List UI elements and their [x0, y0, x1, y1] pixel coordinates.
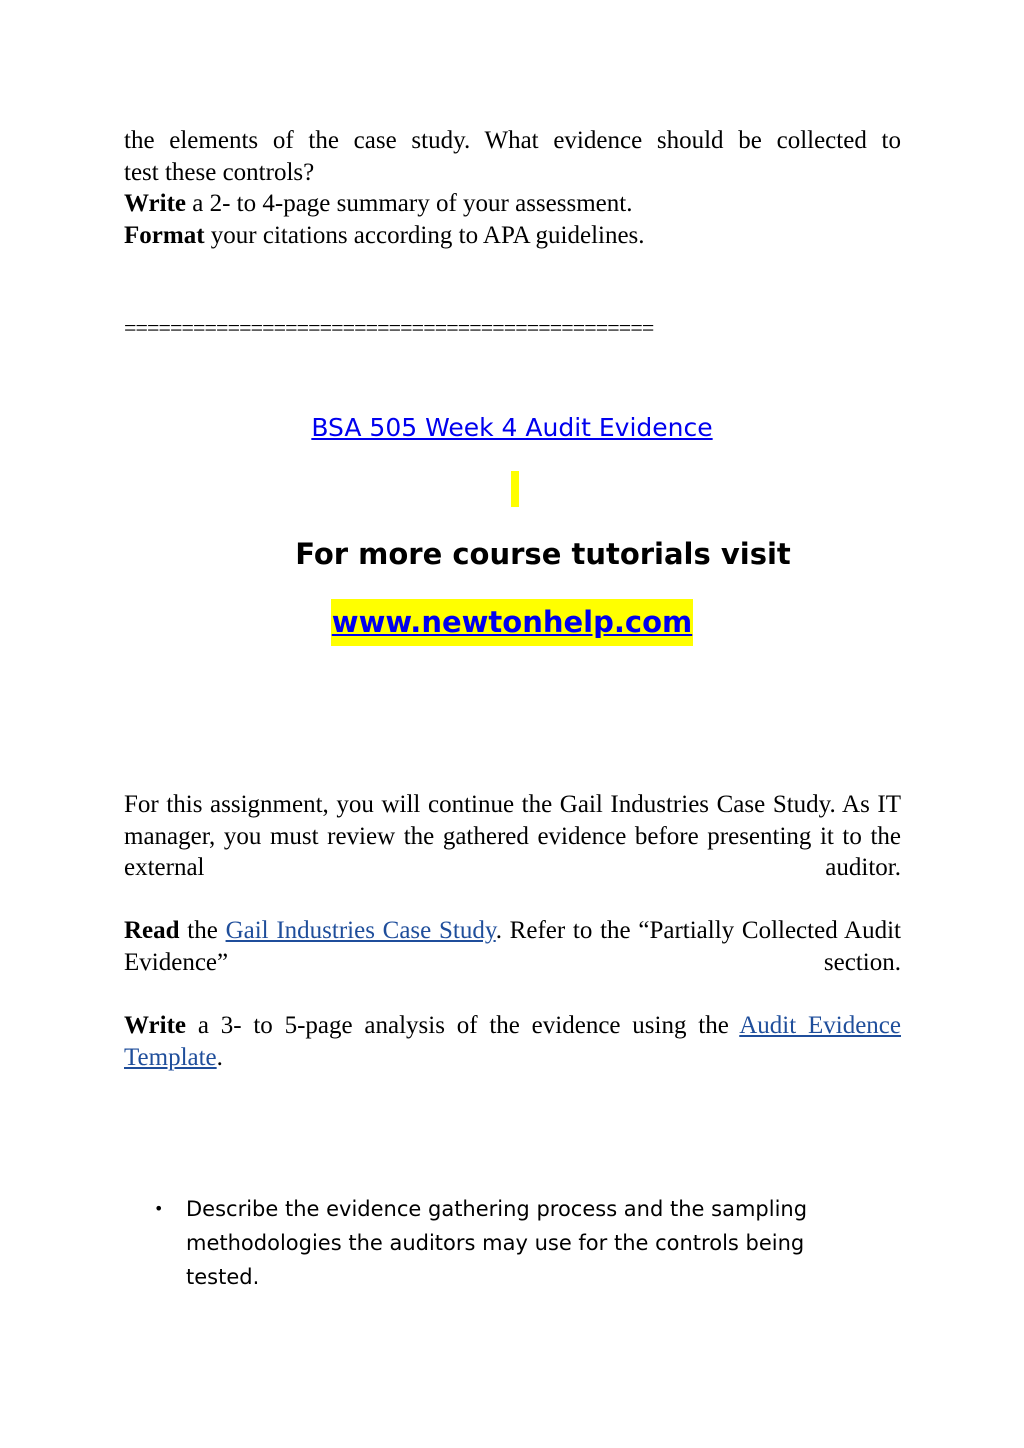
intro-line-2: test these controls?: [124, 158, 315, 186]
promo-url-highlight: [331, 599, 693, 646]
course-title-link[interactable]: BSA 505 Week 4 Audit Evidence: [311, 413, 713, 442]
case-study-link[interactable]: Gail Industries Case Study: [225, 917, 496, 944]
write-end: .: [216, 1043, 223, 1071]
course-title: [0, 410, 1024, 446]
write-label: Write: [124, 190, 187, 217]
promo-url-link[interactable]: www.newtonhelp.com: [331, 605, 693, 639]
write-paragraph: [124, 1010, 901, 1073]
read-rest: . Refer to the “Partially Collected Audit Evidence” section.: [124, 917, 901, 976]
read-the: the: [179, 917, 226, 944]
write-text: a 2- to 4-page summary of your assessment.: [186, 190, 633, 217]
audit-template-link[interactable]: Audit Evidence Template: [124, 1012, 901, 1071]
assignment-paragraph: For this assignment, you will continue the Gail Industries Case Study. As IT manager, you must review the gathered evidence before presenting it to the external auditor.: [124, 791, 901, 881]
read-paragraph: [124, 915, 901, 978]
list-item-text: Describe the evidence gathering process and the sampling methodologies the auditors may use for the controls being tested.: [186, 1197, 808, 1289]
read-label: Read: [124, 917, 180, 944]
highlight-marker: [511, 471, 519, 507]
format-instruction: [124, 220, 901, 252]
promo-heading: For more course tutorials visit: [295, 537, 791, 571]
write-instruction: [124, 188, 901, 220]
write-analysis-label: Write: [124, 1012, 187, 1039]
format-text: your citations according to APA guidelines.: [204, 221, 645, 249]
separator-line: ==============================================: [124, 315, 654, 340]
format-label: Format: [124, 221, 205, 249]
requirements-list: [154, 1192, 874, 1294]
list-item: [154, 1192, 874, 1294]
bullet-icon: •: [154, 1199, 164, 1218]
intro-text: [124, 125, 901, 251]
write-analysis-text: a 3- to 5-page analysis of the evidence using the: [186, 1012, 740, 1039]
intro-line-1: the elements of the case study. What evidence should be collected to: [124, 127, 901, 154]
